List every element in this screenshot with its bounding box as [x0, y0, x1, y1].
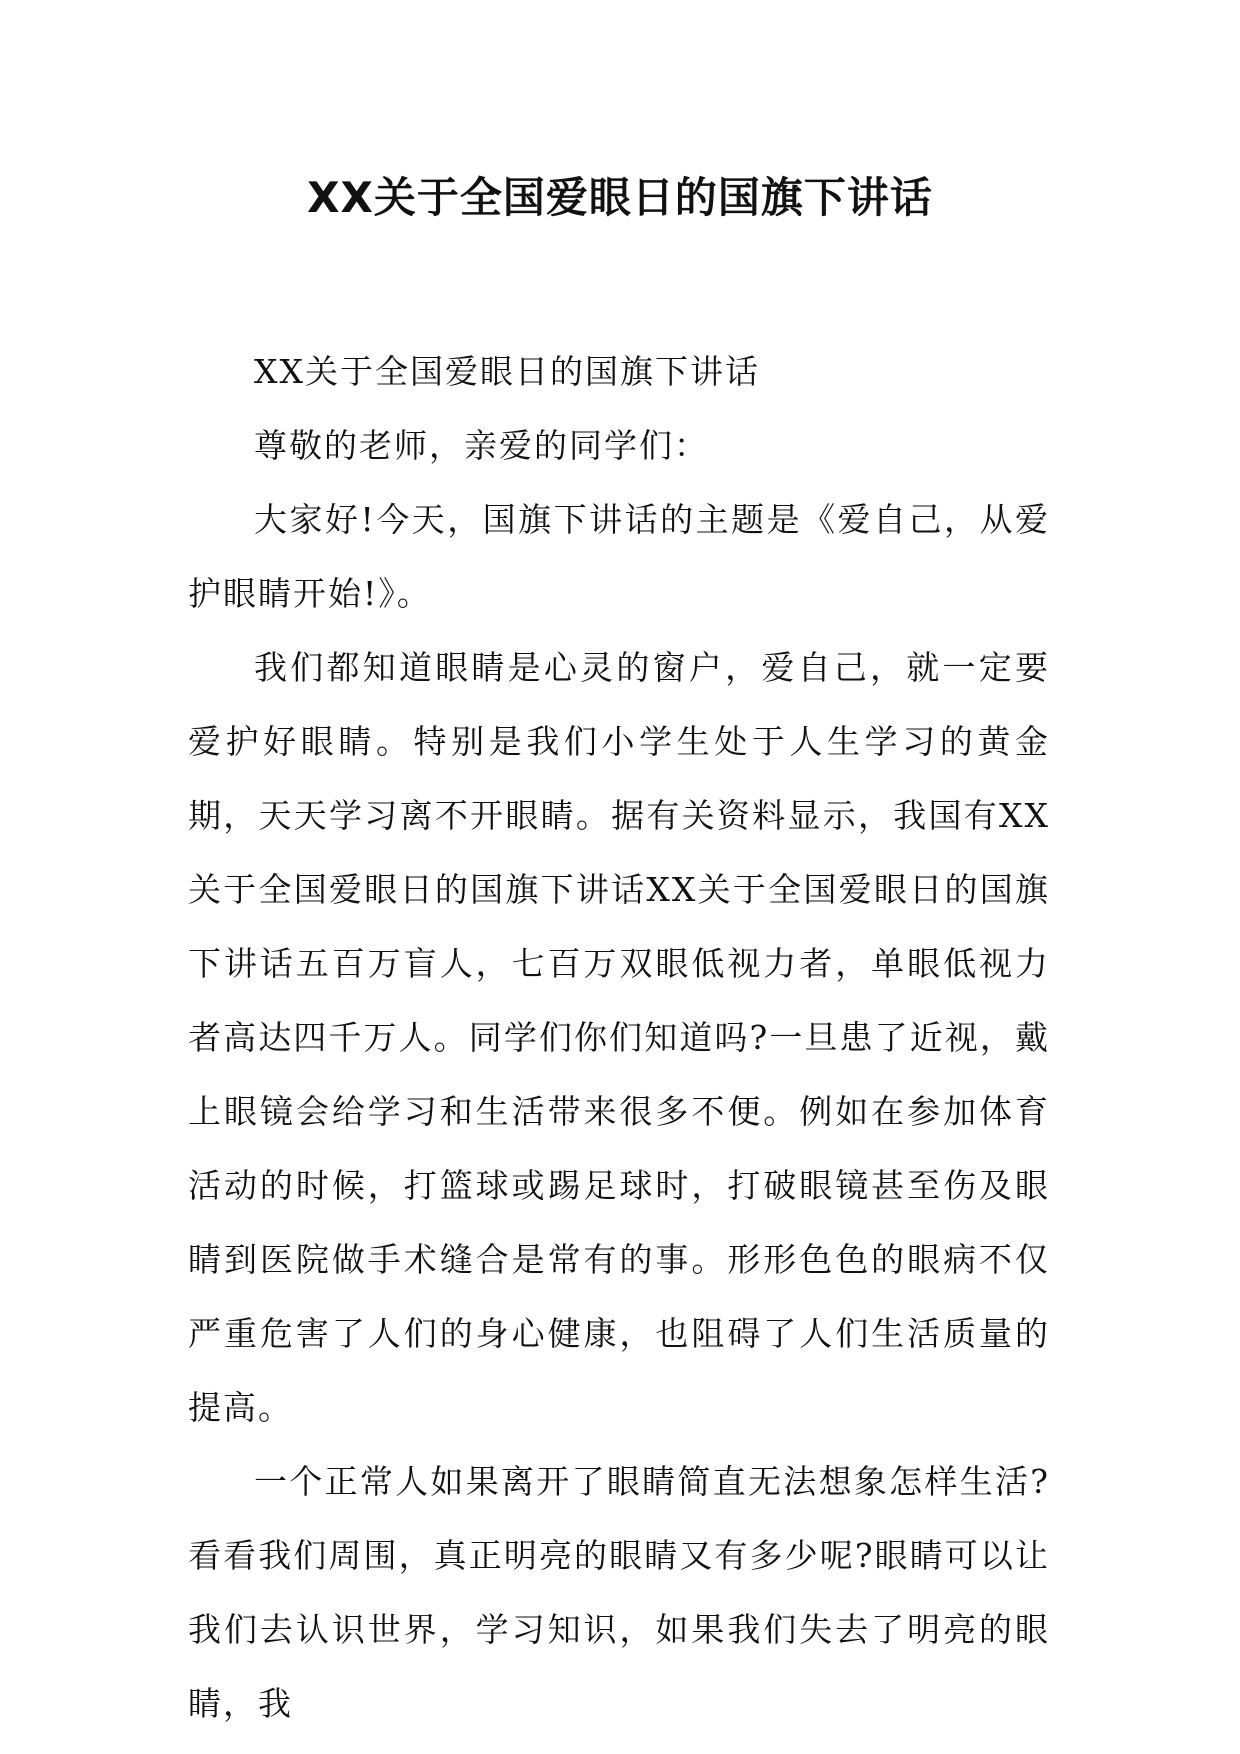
paragraph-salutation: 尊敬的老师，亲爱的同学们：	[254, 426, 709, 465]
document-body	[188, 335, 1050, 1741]
paragraph-body-1: 我们都知道眼睛是心灵的窗户，爱自己，就一定要爱护好眼睛。特别是我们小学生处于人生学习的黄金期，天天学习离不开眼睛。据有关资料显示，我国有XX关于全国爱眼日的国旗下讲话XX关于全国爱眼日的国旗下讲话五百万盲人，七百万双眼低视力者，单眼低视力者高达四千万人。同学们你们知道吗?一旦患了近视，戴上眼镜会给学习和生活带来很多不便。例如在参加体育活动的时候，打篮球或踢足球时，打破眼镜甚至伤及眼睛到医院做手术缝合是常有的事。形形色色的眼病不仅严重危害了人们的身心健康，也阻碍了人们生活质量的提高。	[188, 648, 1050, 1427]
paragraph-body-2: 一个正常人如果离开了眼睛简直无法想象怎样生活?看看我们周围，真正明亮的眼睛又有多少呢?眼睛可以让我们去认识世界，学习知识，如果我们失去了明亮的眼睛，我	[188, 1462, 1050, 1723]
paragraph-heading: XX关于全国爱眼日的国旗下讲话	[254, 352, 760, 391]
document-title: XX关于全国爱眼日的国旗下讲话	[307, 173, 933, 222]
paragraph-greeting: 大家好!今天，国旗下讲话的主题是《爱自己，从爱护眼睛开始!》。	[188, 500, 1050, 613]
